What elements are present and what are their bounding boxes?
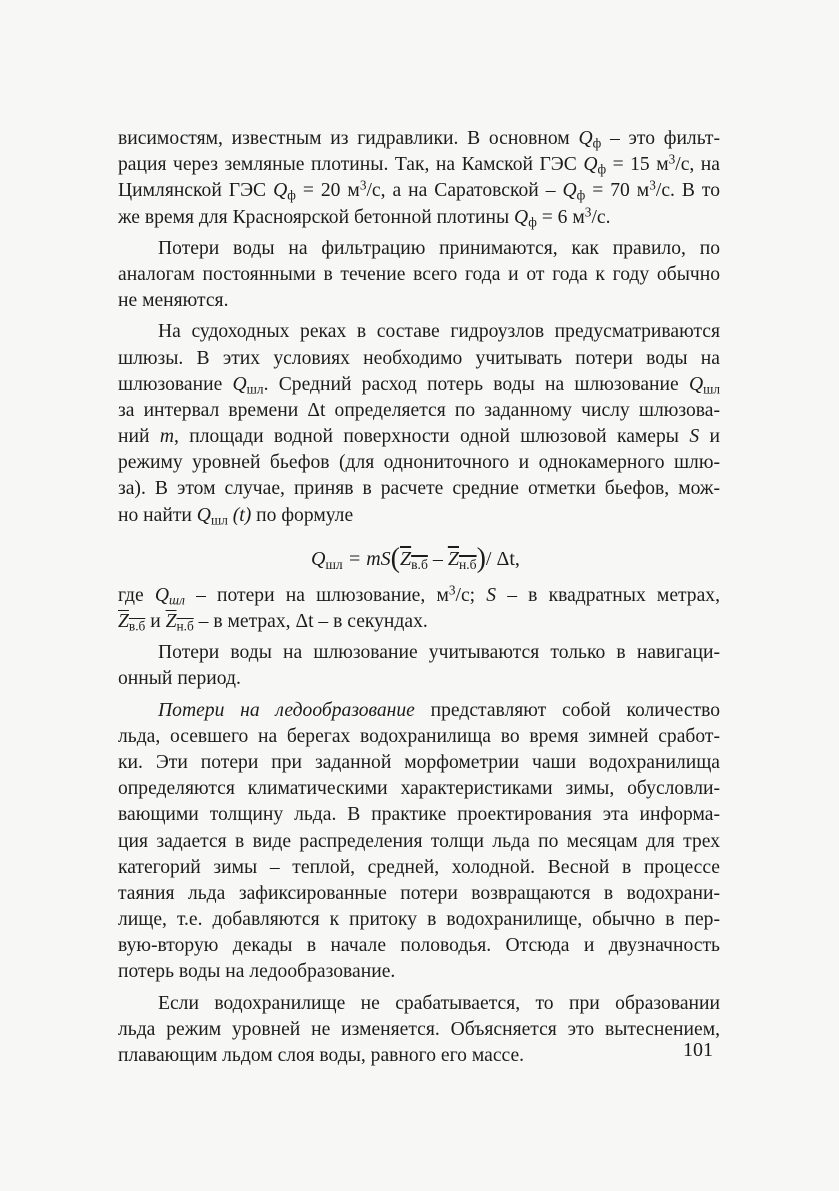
text-line: Потери воды на шлюзование учитываются только в навигаци- xyxy=(158,642,720,664)
text-line: за интервал времени Δt определяется по заданному числу шлюзова- xyxy=(118,399,720,421)
text-line: онный период. xyxy=(118,668,241,690)
text-line: же время для Красноярской бетонной плотины $Q_ф = 6$ $м^3/с$. xyxy=(118,203,611,230)
text-line: шлюзование $Q_{шл}$. Средний расход потерь воды на шлюзование $Q_{шл}$ xyxy=(118,373,720,397)
text-line: Если водохранилище не срабатывается, то при образовании xyxy=(158,992,720,1014)
text-line: но найти $Q_{шл}$ (t) по формуле xyxy=(118,504,354,528)
text-line: вую-вторую декады в начале половодья. Отсюда и двузначность xyxy=(118,935,720,957)
text-line: определяются климатическими характеристиками зимы, обусловли- xyxy=(118,778,720,800)
text-line: ция задается в виде распределения толщи льда по месяцам для трех xyxy=(118,830,720,852)
text-line: $Z_{в.б}$ и $Z_{н.б}$ – в метрах, Δt – в секундах. xyxy=(118,611,428,634)
text-line: Потери на ледообразование представляют собой количество xyxy=(158,699,721,721)
text-line: рация через земляные плотины. Так, на Камской ГЭС $Q_ф = 15$ $м^3/с$, на xyxy=(118,151,720,177)
text-line: аналогам постоянными в течение всего года и от года к году обычно xyxy=(118,263,720,285)
formula-q-shl: $Q_{шл} = mS(Z_{в.б} - Z_{н.б})/$ Δt, xyxy=(311,542,520,574)
text-line: вающими толщину льда. В практике проектирования эта информа- xyxy=(118,804,720,826)
text-line: Цимлянской ГЭС $Q_ф = 20$ $м^3/с$, а на Саратовской – $Q_ф = 70$ $м^3/с$. В то xyxy=(118,177,721,204)
text-line: плавающим льдом слоя воды, равного его массе. xyxy=(118,1045,525,1066)
text-line: лище, т.е. добавляются к притоку в водохранилище, обычно в пер- xyxy=(118,909,720,931)
text-line: где $Q_{шл}$ – потери на шлюзование, $м^3/с$; S – в квадратных метрах, xyxy=(118,582,721,608)
body-text xyxy=(118,126,720,1069)
text-line: льда режим уровней не изменяется. Объясняется это вытеснением, xyxy=(118,1018,720,1040)
page-number: 101 xyxy=(683,1039,713,1061)
text-line: не меняются. xyxy=(118,290,229,312)
text-line: таяния льда зафиксированные потери возвращаются в водохрани- xyxy=(118,882,720,904)
text-line: категорий зимы – теплой, средней, холодной. Весной в процессе xyxy=(118,856,720,878)
text-line: Потери воды на фильтрацию принимаются, как правило, по xyxy=(158,237,720,259)
text-line: потерь воды на ледообразование. xyxy=(118,961,396,983)
text-line: На судоходных реках в составе гидроузлов предусматриваются xyxy=(158,321,720,343)
text-line: льда, осевшего на берегах водохранилища во время зимней сработ- xyxy=(118,725,720,747)
text-line: ки. Эти потери при заданной морфометрии чаши водохранилища xyxy=(118,751,720,773)
text-line: шлюзы. В этих условиях необходимо учитывать потери воды на xyxy=(118,347,720,369)
text-line: ний m, площади водной поверхности одной шлюзовой камеры S и xyxy=(118,426,720,448)
text-line: висимостям, известным из гидравлики. В основном $Q_ф$ – это фильт- xyxy=(118,128,720,151)
text-line: за). В этом случае, приняв в расчете средние отметки бьефов, мож- xyxy=(118,478,720,500)
text-line: режиму уровней бьефов (для однониточного и однокамерного шлю- xyxy=(118,452,720,474)
